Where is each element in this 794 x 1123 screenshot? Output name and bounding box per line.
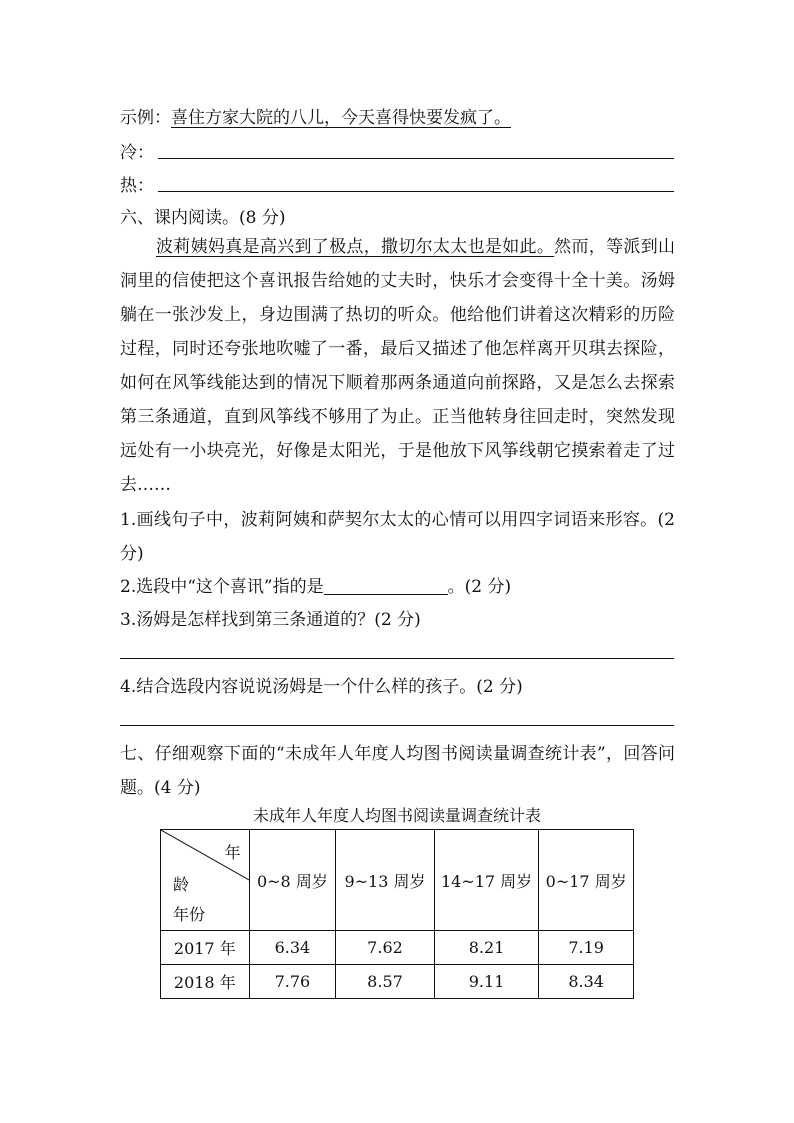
diagonal-header-cell xyxy=(161,830,250,931)
column-header: 0~17 周岁 xyxy=(539,830,634,931)
reading-passage xyxy=(120,230,675,502)
question-1: 1.画线句子中，波莉阿姨和萨契尔太太的心情可以用四字词语来形容。(2 分) xyxy=(120,510,675,564)
question-4: 4.结合选段内容说说汤姆是一个什么样的孩子。(2 分) xyxy=(120,677,523,697)
table-cell: 7.62 xyxy=(336,931,435,965)
table-cell: 7.76 xyxy=(249,965,336,999)
table-title: 未成年人年度人均图书阅读量调查统计表 xyxy=(252,806,541,825)
q2-text-before: 2.选段中“这个喜讯”指的是 xyxy=(120,577,324,597)
table-cell: 6.34 xyxy=(249,931,336,965)
cold-fill-label xyxy=(120,141,154,165)
row-year: 2017 年 xyxy=(161,931,250,965)
hot-label: 热： xyxy=(120,176,154,196)
question-3: 3.汤姆是怎样找到第三条通道的？(2 分) xyxy=(120,610,421,630)
corner-year: 年份 xyxy=(173,905,206,924)
table-header-row xyxy=(161,830,634,931)
reading-stats-table xyxy=(160,829,634,999)
table-cell: 8.21 xyxy=(434,931,539,965)
table-cell: 8.57 xyxy=(336,965,435,999)
section6-heading: 六、课内阅读。(8 分) xyxy=(120,208,286,228)
example-label: 示例： xyxy=(120,108,171,128)
row-year: 2018 年 xyxy=(161,965,250,999)
table-cell: 8.34 xyxy=(539,965,634,999)
corner-age-top: 年 xyxy=(224,843,241,862)
q3-answer-line[interactable] xyxy=(120,658,674,659)
corner-age-bottom: 龄 xyxy=(173,875,190,894)
q4-answer-line[interactable] xyxy=(120,725,674,726)
table-row xyxy=(161,965,634,999)
passage-text: 然而，等派到山洞里的信使把这个喜讯报告给她的丈夫时，快乐才会变得十全十美。汤姆躺在一张沙发上，身边围满了热切的听众。他给他们讲着这次精彩的历险过程，同时还夸张地吹嘘了一番，最后又描述了他怎样离开贝琪去探险，如何在风筝线能达到的情况下顺着那两条通道向前探路，又是怎么去探索第三条通道，直到风筝线不够用了为止。正当他转身往回走时，突然发现远处有一小块亮光，好像是太阳光，于是他放下风筝线朝它摸索着走了过去…… xyxy=(120,237,676,495)
table-cell: 7.19 xyxy=(539,931,634,965)
hot-answer-line[interactable] xyxy=(158,191,674,192)
question-2 xyxy=(120,570,675,604)
example-text: 喜住方家大院的八儿，今天喜得快要发疯了。 xyxy=(171,108,511,128)
cold-label: 冷： xyxy=(120,143,154,163)
column-header: 0~8 周岁 xyxy=(249,830,336,931)
column-header: 9~13 周岁 xyxy=(336,830,435,931)
column-header: 14~17 周岁 xyxy=(434,830,539,931)
q2-answer-blank[interactable] xyxy=(324,576,448,595)
table-row xyxy=(161,931,634,965)
example-line xyxy=(120,106,511,130)
table-cell: 9.11 xyxy=(434,965,539,999)
q2-text-after: 。(2 分) xyxy=(447,577,512,597)
hot-fill-label xyxy=(120,174,154,198)
cold-answer-line[interactable] xyxy=(158,158,674,159)
underlined-sentence: 波莉姨妈真是高兴到了极点，撒切尔太太也是如此。 xyxy=(156,237,555,257)
section7-heading: 七、仔细观察下面的“未成年人年度人均图书阅读量调查统计表”，回答问题。(4 分) xyxy=(120,744,675,798)
